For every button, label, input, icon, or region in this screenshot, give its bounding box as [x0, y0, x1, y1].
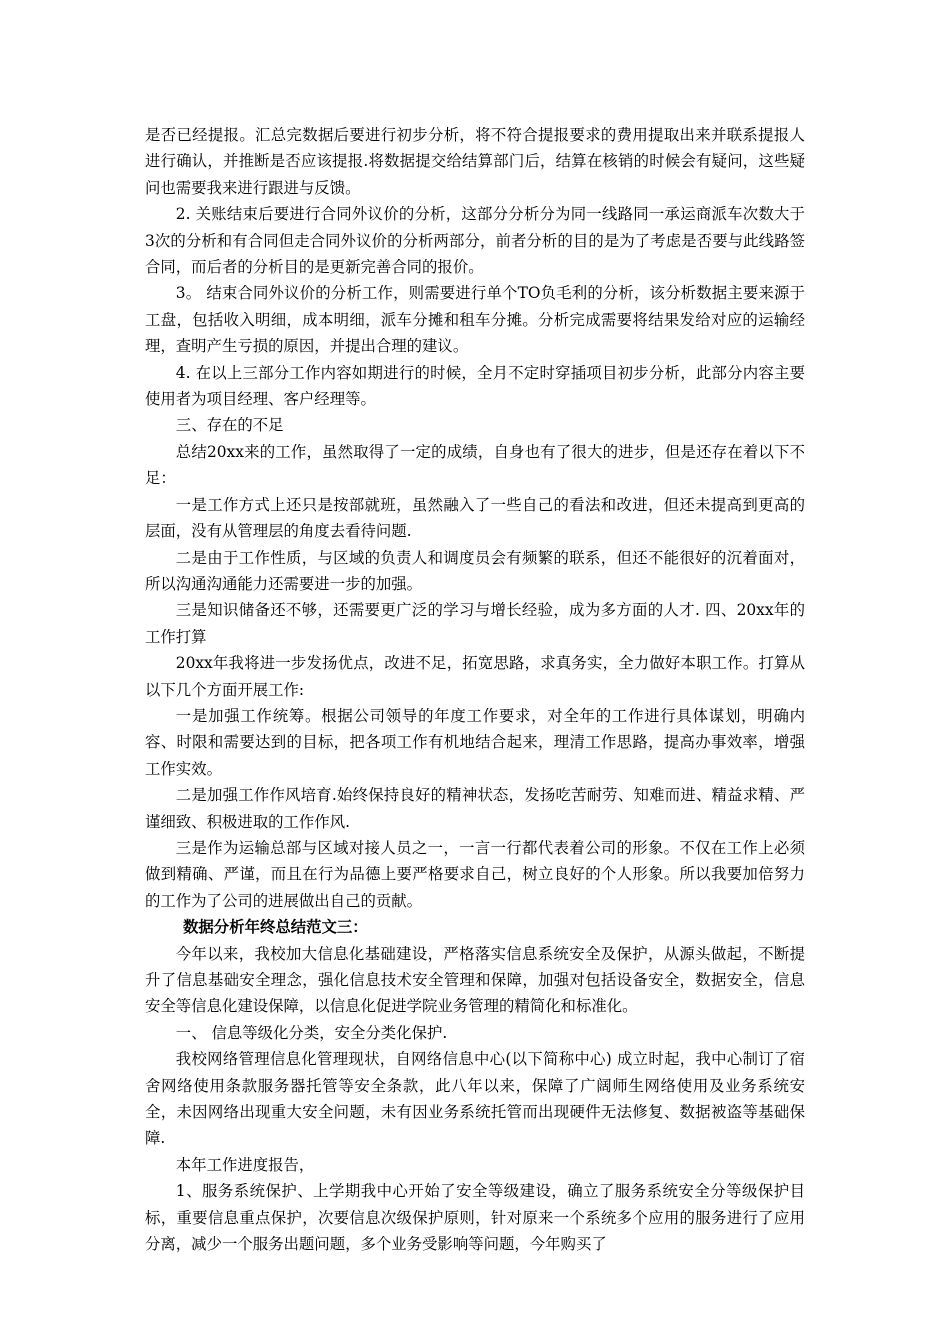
paragraph: 本年工作进度报告， — [175, 1155, 315, 1174]
paragraph: 一是工作方式上还只是按部就班，虽然融入了一些自己的看法和改进，但还未提高到更高的层面，没有从管理层的角度去看待问题. — [145, 495, 805, 541]
paragraph: 二是由于工作性质，与区域的负责人和调度员会有频繁的联系，但还不能很好的沉着面对，所以沟通沟通能力还需要进一步的加强。 — [145, 548, 805, 593]
paragraph: 4. 在以上三部分工作内容如期进行的时候，全月不定时穿插项目初步分析，此部分内容主要使用者为项目经理、客户经理等。 — [145, 363, 805, 409]
article-heading: 数据分析年终总结范文三： — [183, 918, 368, 937]
document-page — [145, 122, 805, 1257]
paragraph: 三是作为运输总部与区域对接人员之一，一言一行都代表着公司的形象。不仅在工作上必须做到精确、严谨，而且在行为品德上要严格要求自己，树立良好的个人形象。所以我要加倍努力的工作为了公司的进展做出自己的贡献。 — [145, 838, 805, 910]
paragraph: 是否已经提报。汇总完数据后要进行初步分析，将不符合提报要求的费用提取出来并联系提报人进行确认，并推断是否应该提报.将数据提交给结算部门后，结算在核销的时候会有疑问，这些疑问也需要我来进行跟进与反馈。 — [145, 126, 805, 197]
paragraph: 2. 关账结束后要进行合同外议价的分析，这部分分析分为同一线路同一承运商派车次数大于3次的分析和有合同但走合同外议价的分析两部分，前者分析的目的是为了考虑是否要与此线路签合同，而后者的分析目的是更新完善合同的报价。 — [145, 205, 805, 277]
section-heading-classification: 一、 信息等级化分类，安全分类化保护. — [175, 1023, 448, 1042]
paragraph: 总结20xx来的工作，虽然取得了一定的成绩，自身也有了很大的进步，但是还存在着以下不足： — [145, 442, 805, 488]
section-heading-shortcomings: 三、存在的不足 — [175, 416, 284, 435]
paragraph: 三是知识储备还不够，还需要更广泛的学习与增长经验，成为多方面的人才. 四、20xx年的工作打算 — [145, 601, 805, 646]
paragraph: 1、服务系统保护、上学期我中心开始了安全等级建设，确立了服务系统安全分等级保护目标，重要信息重点保护，次要信息次级保护原则，针对原来一个系统多个应用的服务进行了应用分离，减少一个服务出题问题，多个业务受影响等问题，今年购买了 — [145, 1182, 805, 1254]
paragraph: 3。 结束合同外议价的分析工作，则需要进行单个TO负毛利的分析，该分析数据主要来源于工盘，包括收入明细，成本明细，派车分摊和租车分摊。分析完成需要将结果发给对应的运输经理，查明产生亏损的原因，并提出合理的建议。 — [145, 284, 805, 356]
paragraph: 20xx年我将进一步发扬优点，改进不足，拓宽思路，求真务实，全力做好本职工作。打算从以下几个方面开展工作: — [145, 654, 805, 699]
paragraph: 二是加强工作作风培育.始终保持良好的精神状态，发扬吃苦耐劳、知难而进、精益求精、严谨细致、积极进取的工作作风. — [145, 786, 805, 831]
paragraph: 我校网络管理信息化管理现状，自网络信息中心(以下简称中心) 成立时起，我中心制订了宿舍网络使用条款服务器托管等安全条款，此八年以来，保障了广阔师生网络使用及业务系统安全，未因网络出现重大安全问题，未有因业务系统托管而出现硬件无法修复、数据被盗等基础保障. — [145, 1050, 805, 1148]
paragraph: 今年以来，我校加大信息化基础建设，严格落实信息系统安全及保护，从源头做起，不断提升了信息基础安全理念，强化信息技术安全管理和保障，加强对包括设备安全，数据安全，信息安全等信息化建设保障，以信息化促进学院业务管理的精简化和标准化。 — [145, 944, 805, 1016]
paragraph: 一是加强工作统筹。根据公司领导的年度工作要求，对全年的工作进行具体谋划，明确内容、时限和需要达到的目标，把各项工作有机地结合起来，理清工作思路，提高办事效率，增强工作实效。 — [145, 706, 805, 778]
